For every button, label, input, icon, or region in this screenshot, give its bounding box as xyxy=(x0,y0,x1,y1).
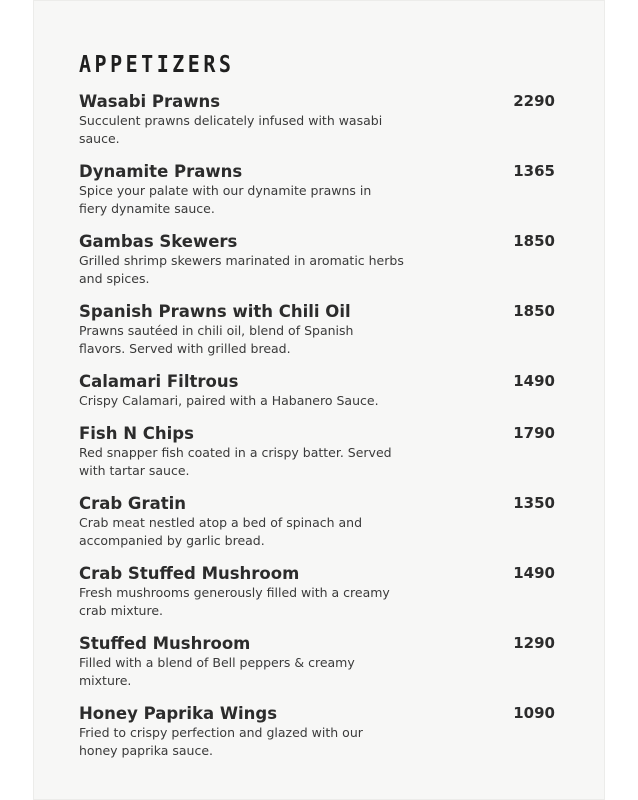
menu-item-wasabi-prawns xyxy=(79,92,555,162)
menu-item-list xyxy=(79,92,555,774)
item-description: Red snapper fish coated in a crispy batter. Served with tartar sauce. xyxy=(79,445,392,478)
item-description: Spice your palate with our dynamite prawns in fiery dynamite sauce. xyxy=(79,183,372,216)
item-price: 1090 xyxy=(513,704,555,722)
item-price: 1490 xyxy=(513,564,555,582)
item-name: Crab Gratin xyxy=(79,494,187,513)
item-description: Fresh mushrooms generously filled with a creamy crab mixture. xyxy=(79,585,390,618)
item-name: Honey Paprika Wings xyxy=(79,704,278,723)
item-price: 1850 xyxy=(513,232,555,250)
item-price: 1290 xyxy=(513,634,555,652)
menu-item-crab-gratin xyxy=(79,494,555,564)
item-description: Filled with a blend of Bell peppers & creamy mixture. xyxy=(79,655,355,688)
item-description: Grilled shrimp skewers marinated in aromatic herbs and spices. xyxy=(79,253,404,286)
section-title: APPETIZERS xyxy=(79,50,235,78)
item-price: 2290 xyxy=(513,92,555,110)
menu-item-stuffed-mushroom xyxy=(79,634,555,704)
item-name: Crab Stuffed Mushroom xyxy=(79,564,300,583)
item-name: Wasabi Prawns xyxy=(79,92,221,111)
item-description: Fried to crispy perfection and glazed with our honey paprika sauce. xyxy=(79,725,363,758)
menu-item-honey-paprika-wings xyxy=(79,704,555,774)
menu-item-gambas-skewers xyxy=(79,232,555,302)
item-price: 1850 xyxy=(513,302,555,320)
item-name: Dynamite Prawns xyxy=(79,162,243,181)
item-price: 1490 xyxy=(513,372,555,390)
menu-item-dynamite-prawns xyxy=(79,162,555,232)
item-name: Gambas Skewers xyxy=(79,232,238,251)
item-name: Spanish Prawns with Chili Oil xyxy=(79,302,351,321)
item-name: Fish N Chips xyxy=(79,424,194,443)
item-price: 1365 xyxy=(513,162,555,180)
item-description: Prawns sautéed in chili oil, blend of Spanish flavors. Served with grilled bread. xyxy=(79,323,354,356)
menu-item-fish-n-chips xyxy=(79,424,555,494)
item-name: Stuffed Mushroom xyxy=(79,634,251,653)
menu-item-calamari-filtrous xyxy=(79,372,555,424)
item-description: Succulent prawns delicately infused with wasabi sauce. xyxy=(79,113,383,146)
item-description: Crispy Calamari, paired with a Habanero Sauce. xyxy=(79,393,379,408)
item-price: 1350 xyxy=(513,494,555,512)
menu-item-spanish-prawns xyxy=(79,302,555,372)
item-description: Crab meat nestled atop a bed of spinach and accompanied by garlic bread. xyxy=(79,515,363,548)
item-price: 1790 xyxy=(513,424,555,442)
item-name: Calamari Filtrous xyxy=(79,372,239,391)
menu-item-crab-stuffed-mushroom xyxy=(79,564,555,634)
